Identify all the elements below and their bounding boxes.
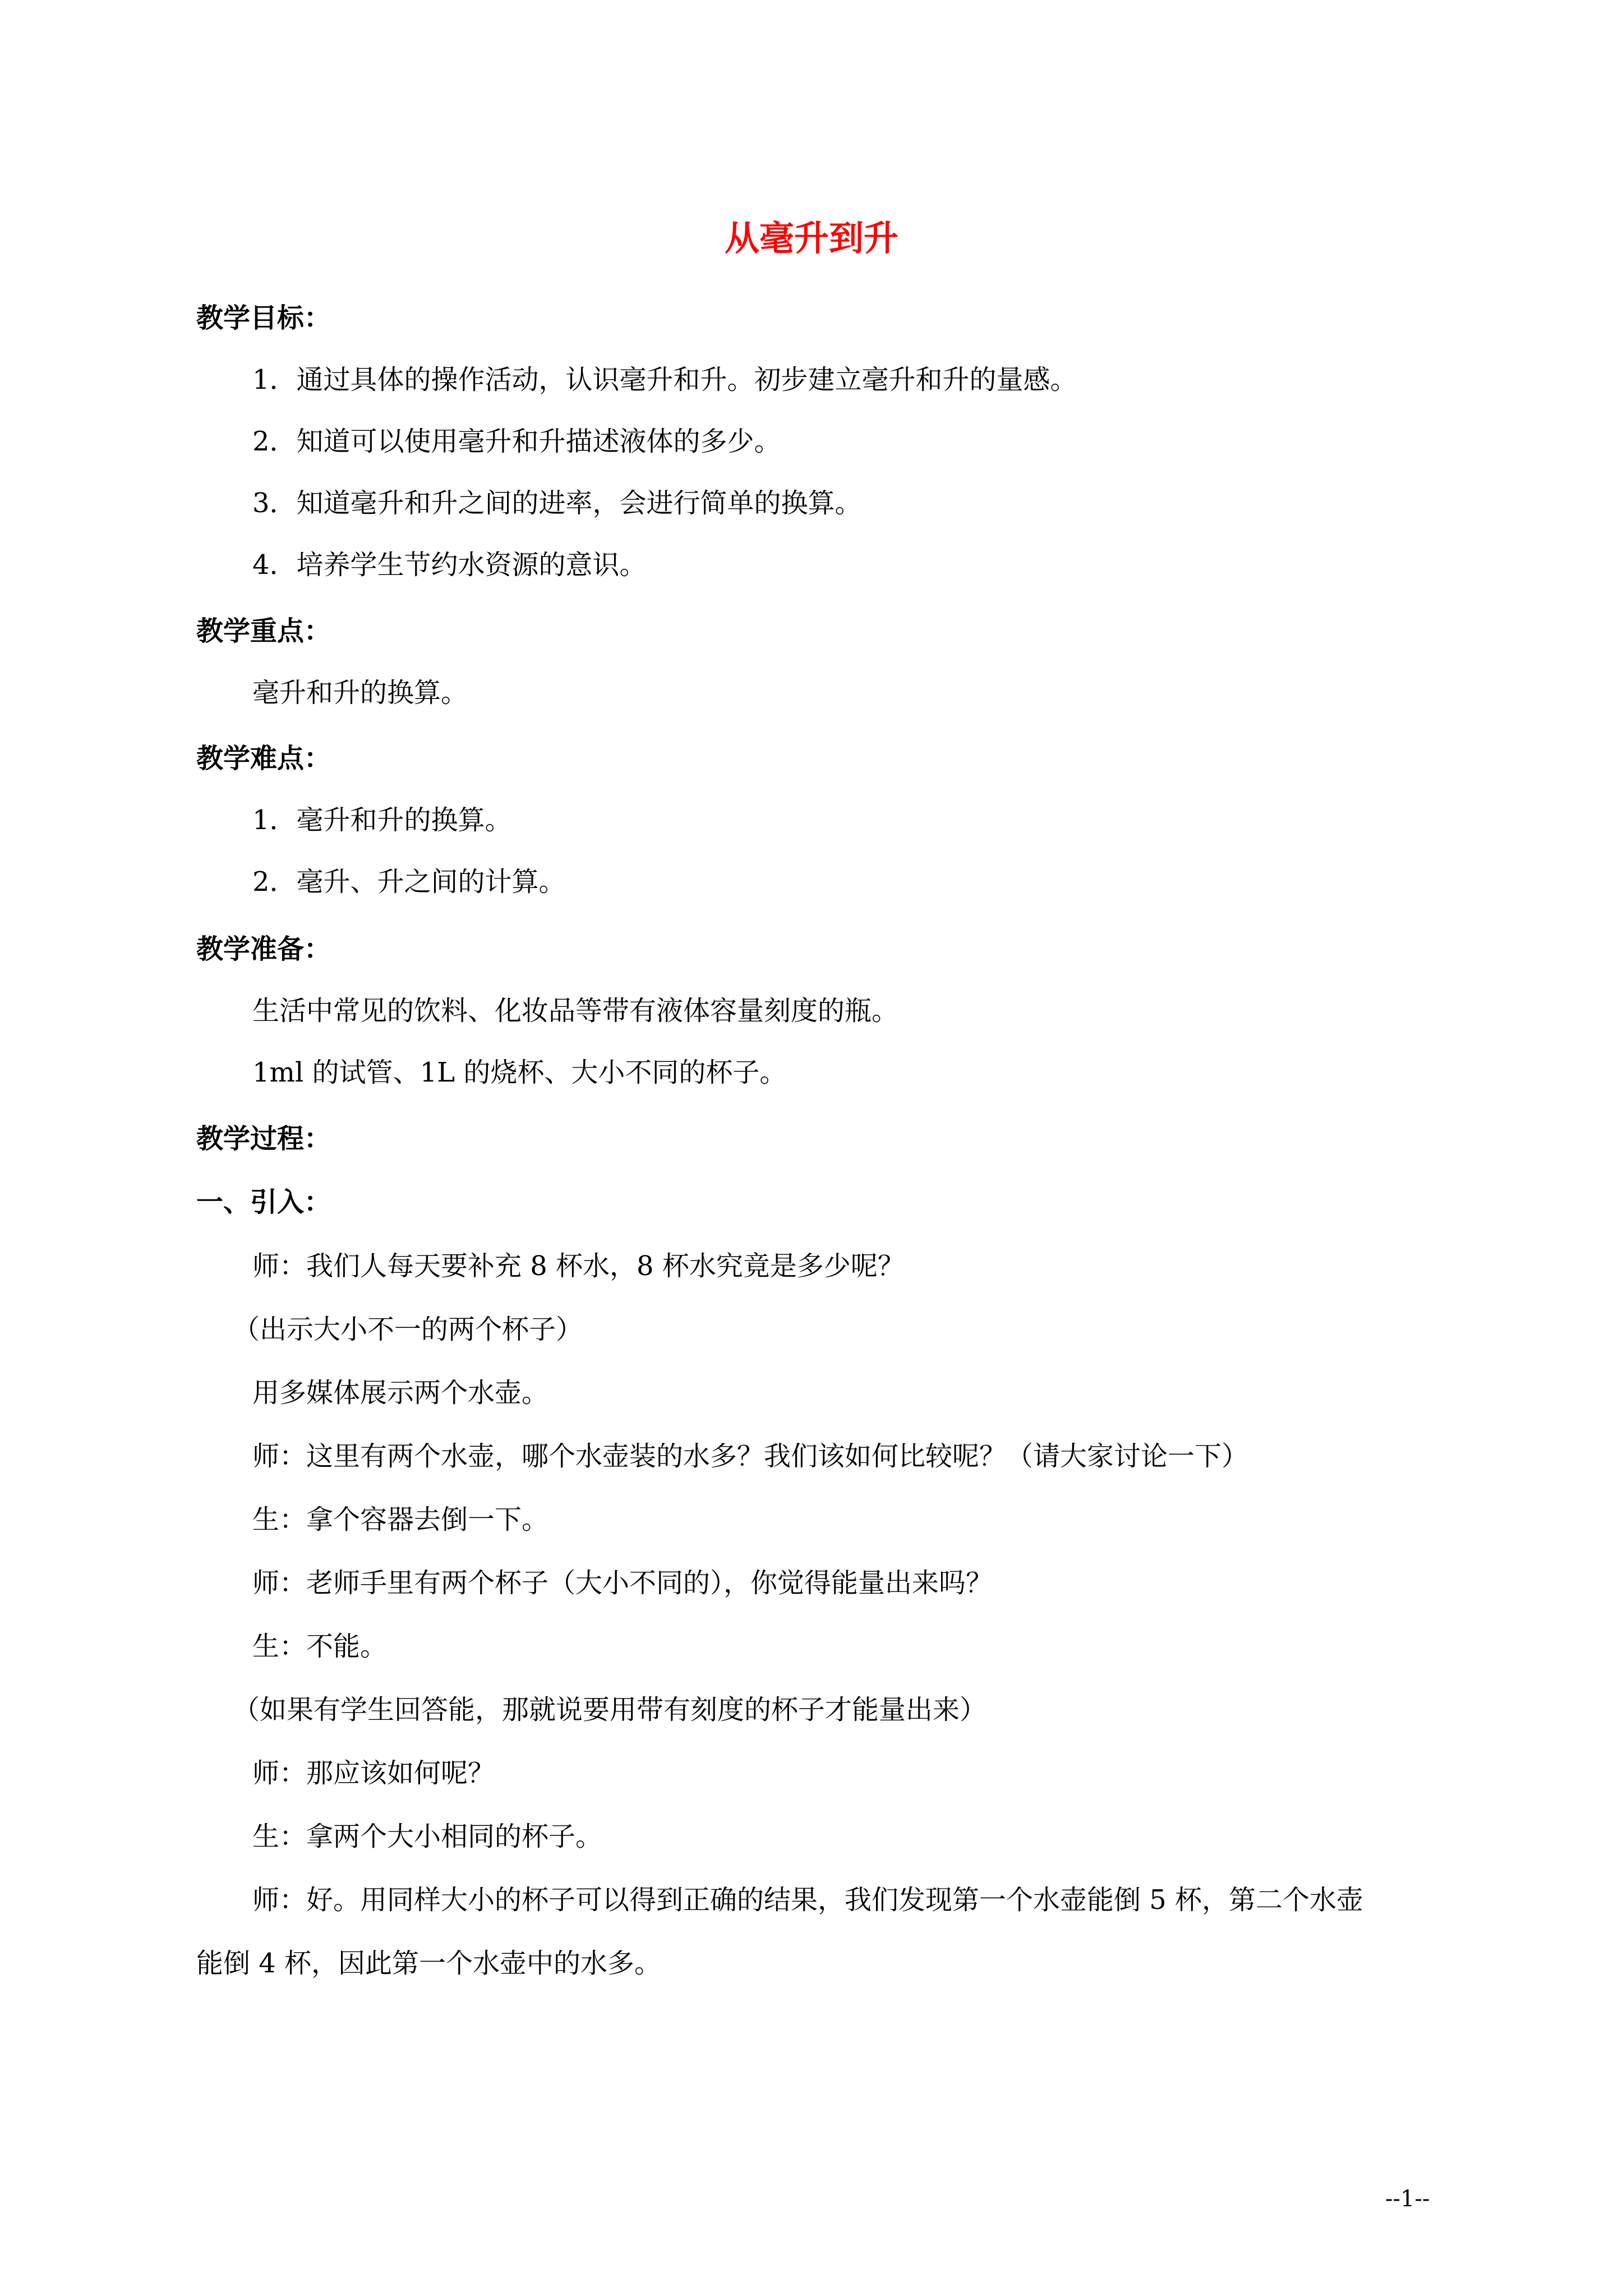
objective-2: 2．知道可以使用毫升和升描述液体的多少。 (252, 426, 781, 457)
preparation-2: 1ml 的试管、1L 的烧杯、大小不同的杯子。 (252, 1057, 787, 1088)
dialogue-line-continued: 能倒 4 杯，因此第一个水壶中的水多。 (196, 1948, 662, 1979)
preparation-1: 生活中常见的饮料、化妆品等带有液体容量刻度的瓶。 (252, 995, 899, 1027)
dialogue-line: 师：这里有两个水壶，哪个水壶装的水多？我们该如何比较呢？（请大家讨论一下） (252, 1441, 1249, 1472)
page-title: 从毫升到升 (724, 218, 898, 259)
difficulty-1: 1．毫升和升的换算。 (252, 804, 512, 836)
dialogue-line: 师：那应该如何呢？ (252, 1757, 495, 1789)
stage-direction: （如果有学生回答能，那就说要用带有刻度的杯子才能量出来） (233, 1694, 987, 1726)
dialogue-line: 师：老师手里有两个杯子（大小不同的），你觉得能量出来吗？ (252, 1567, 993, 1599)
objective-1: 1．通过具体的操作活动，认识毫升和升。初步建立毫升和升的量感。 (252, 364, 1077, 395)
stage-direction: （出示大小不一的两个杯子） (233, 1314, 583, 1345)
heading-key-points: 教学重点： (196, 615, 331, 647)
heading-introduction: 一、引入： (196, 1186, 331, 1218)
dialogue-line: 师：我们人每天要补充 8 杯水，8 杯水究竟是多少呢？ (252, 1250, 905, 1282)
heading-process: 教学过程： (196, 1123, 331, 1154)
dialogue-line: 生：拿个容器去倒一下。 (252, 1504, 549, 1535)
heading-difficulties: 教学难点： (196, 743, 331, 774)
heading-preparation: 教学准备： (196, 933, 331, 965)
dialogue-line: 生：不能。 (252, 1631, 388, 1662)
dialogue-line: 生：拿两个大小相同的杯子。 (252, 1821, 603, 1852)
dialogue-line: 用多媒体展示两个水壶。 (252, 1377, 549, 1409)
objective-3: 3．知道毫升和升之间的进率，会进行简单的换算。 (252, 487, 862, 519)
heading-objectives: 教学目标： (196, 302, 331, 334)
key-point-text: 毫升和升的换算。 (252, 677, 468, 708)
dialogue-line: 师：好。用同样大小的杯子可以得到正确的结果，我们发现第一个水壶能倒 5 杯，第二个水壶 (252, 1884, 1364, 1916)
page-number: --1-- (1385, 2186, 1430, 2212)
objective-4: 4．培养学生节约水资源的意识。 (252, 549, 647, 581)
difficulty-2: 2．毫升、升之间的计算。 (252, 866, 566, 898)
